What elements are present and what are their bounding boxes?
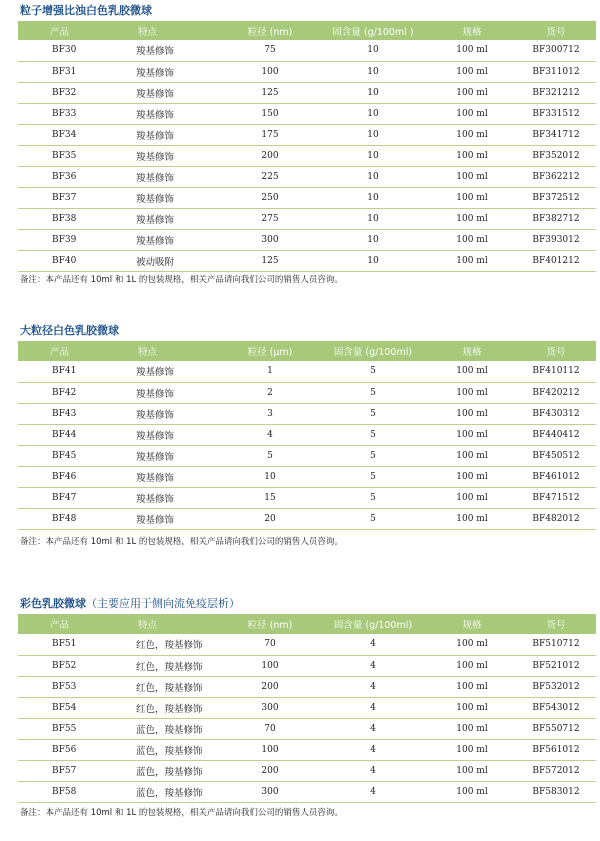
table-cell: 100 ml xyxy=(428,166,516,187)
column-header: 粒径 (nm) xyxy=(247,620,293,631)
table-cell: 10 xyxy=(318,208,428,229)
table-cell: 100 ml xyxy=(428,229,516,250)
table-cell: 蓝色，羧基修饰 xyxy=(114,781,222,802)
section-note: 备注：本产品还有 10ml 和 1L 的包装规格，相关产品请向我们公司的销售人员咨询。 xyxy=(20,275,343,285)
table-cell: BF372512 xyxy=(516,187,596,208)
table-cell: 5 xyxy=(318,361,428,382)
table-cell: 10 xyxy=(318,229,428,250)
table-row xyxy=(18,61,596,82)
table-cell: 羧基修饰 xyxy=(114,445,222,466)
table-cell: BF57 xyxy=(18,760,114,781)
table-cell: 羧基修饰 xyxy=(114,61,222,82)
column-header: 特点 xyxy=(138,620,158,631)
table-cell: 4 xyxy=(318,718,428,739)
table-cell: BF583012 xyxy=(516,781,596,802)
table-cell: 10 xyxy=(318,103,428,124)
table-cell: BF461012 xyxy=(516,466,596,487)
table-cell: 275 xyxy=(222,208,318,229)
table-cell: 100 ml xyxy=(428,466,516,487)
table-cell: 1 xyxy=(222,361,318,382)
table-cell: 10 xyxy=(318,124,428,145)
table-cell: 4 xyxy=(318,676,428,697)
table-cell: BF382712 xyxy=(516,208,596,229)
table-row xyxy=(18,124,596,145)
table-cell: 蓝色，羧基修饰 xyxy=(114,739,222,760)
table-cell: 100 ml xyxy=(428,187,516,208)
table-cell: 羧基修饰 xyxy=(114,382,222,403)
table-cell: 100 ml xyxy=(428,382,516,403)
table-header-row xyxy=(18,614,596,634)
table-cell: 4 xyxy=(318,760,428,781)
table-cell: 红色，羧基修饰 xyxy=(114,697,222,718)
table-cell: 300 xyxy=(222,697,318,718)
table-cell: BF45 xyxy=(18,445,114,466)
column-header: 产品 xyxy=(50,347,70,358)
table-cell: 100 xyxy=(222,739,318,760)
table-cell: BF352012 xyxy=(516,145,596,166)
table-cell: 100 ml xyxy=(428,739,516,760)
table-cell: 75 xyxy=(222,40,318,61)
table-cell: BF410112 xyxy=(516,361,596,382)
table-row xyxy=(18,250,596,271)
table-cell: 羧基修饰 xyxy=(114,403,222,424)
table-cell: 100 ml xyxy=(428,103,516,124)
table-cell: 4 xyxy=(318,739,428,760)
table-cell: 100 ml xyxy=(428,676,516,697)
table-cell: BF550712 xyxy=(516,718,596,739)
table-cell: 4 xyxy=(318,781,428,802)
table-cell: 4 xyxy=(318,634,428,655)
table-row xyxy=(18,739,596,760)
table-row xyxy=(18,634,596,655)
table-cell: 羧基修饰 xyxy=(114,166,222,187)
table-cell: 250 xyxy=(222,187,318,208)
table-cell: 5 xyxy=(318,466,428,487)
table-cell: 100 ml xyxy=(428,361,516,382)
table-cell: BF543012 xyxy=(516,697,596,718)
table-cell: 2 xyxy=(222,382,318,403)
table-cell: BF532012 xyxy=(516,676,596,697)
table-cell: 红色，羧基修饰 xyxy=(114,634,222,655)
table-cell: 10 xyxy=(318,40,428,61)
column-header: 特点 xyxy=(138,26,158,38)
column-header: 货号 xyxy=(546,26,566,38)
table-cell: BF52 xyxy=(18,655,114,676)
table-cell: BF56 xyxy=(18,739,114,760)
table-cell: BF46 xyxy=(18,466,114,487)
table-cell: 100 ml xyxy=(428,445,516,466)
table-row xyxy=(18,718,596,739)
table-cell: BF300712 xyxy=(516,40,596,61)
table-cell: 200 xyxy=(222,760,318,781)
table-cell: BF561012 xyxy=(516,739,596,760)
table-cell: 300 xyxy=(222,781,318,802)
product-table xyxy=(18,21,596,272)
table-cell: 羧基修饰 xyxy=(114,145,222,166)
table-row xyxy=(18,103,596,124)
table-cell: 100 ml xyxy=(428,61,516,82)
table-row xyxy=(18,229,596,250)
column-header: 固含量 (g/100ml) xyxy=(333,620,413,631)
table-cell: 100 ml xyxy=(428,718,516,739)
table-cell: BF311012 xyxy=(516,61,596,82)
table-cell: BF401212 xyxy=(516,250,596,271)
table-cell: BF430312 xyxy=(516,403,596,424)
table-cell: 70 xyxy=(222,634,318,655)
table-cell: 100 ml xyxy=(428,424,516,445)
section-title xyxy=(20,596,240,612)
table-cell: 羧基修饰 xyxy=(114,208,222,229)
table-cell: 羧基修饰 xyxy=(114,229,222,250)
table-cell: BF44 xyxy=(18,424,114,445)
table-cell: 150 xyxy=(222,103,318,124)
table-cell: BF48 xyxy=(18,508,114,529)
table-row xyxy=(18,424,596,445)
table-cell: BF510712 xyxy=(516,634,596,655)
table-cell: BF341712 xyxy=(516,124,596,145)
table-cell: BF43 xyxy=(18,403,114,424)
table-cell: BF41 xyxy=(18,361,114,382)
section-title-text: 大粒径白色乳胶微球 xyxy=(20,324,119,337)
table-cell: 红色，羧基修饰 xyxy=(114,655,222,676)
table-cell: 5 xyxy=(318,445,428,466)
table-cell: 200 xyxy=(222,145,318,166)
table-cell: 300 xyxy=(222,229,318,250)
table-row xyxy=(18,403,596,424)
table-cell: 100 ml xyxy=(428,208,516,229)
table-cell: BF450512 xyxy=(516,445,596,466)
product-table xyxy=(18,614,596,803)
table-cell: 5 xyxy=(318,508,428,529)
table-cell: 10 xyxy=(318,82,428,103)
table-cell: 被动吸附 xyxy=(114,250,222,271)
table-cell: 200 xyxy=(222,676,318,697)
table-cell: 100 ml xyxy=(428,655,516,676)
table-cell: BF321212 xyxy=(516,82,596,103)
table-cell: 100 ml xyxy=(428,487,516,508)
table-cell: 125 xyxy=(222,250,318,271)
table-row xyxy=(18,487,596,508)
table-cell: BF53 xyxy=(18,676,114,697)
table-row xyxy=(18,466,596,487)
table-header-row xyxy=(18,341,596,361)
table-cell: 70 xyxy=(222,718,318,739)
table-cell: BF42 xyxy=(18,382,114,403)
table-cell: 225 xyxy=(222,166,318,187)
table-cell: BF37 xyxy=(18,187,114,208)
table-cell: 羧基修饰 xyxy=(114,40,222,61)
table-cell: 5 xyxy=(318,424,428,445)
table-row xyxy=(18,145,596,166)
table-cell: 10 xyxy=(318,61,428,82)
table-cell: 100 ml xyxy=(428,634,516,655)
table-cell: BF31 xyxy=(18,61,114,82)
table-cell: 175 xyxy=(222,124,318,145)
table-row xyxy=(18,760,596,781)
table-cell: BF482012 xyxy=(516,508,596,529)
table-cell: BF35 xyxy=(18,145,114,166)
table-row xyxy=(18,676,596,697)
table-row xyxy=(18,382,596,403)
table-cell: BF40 xyxy=(18,250,114,271)
table-row xyxy=(18,655,596,676)
table-cell: 蓝色，羧基修饰 xyxy=(114,718,222,739)
section-subtitle: （主要应用于侧向流免疫层析） xyxy=(86,597,240,610)
table-cell: 4 xyxy=(222,424,318,445)
column-header: 粒径 (nm) xyxy=(247,26,293,38)
table-cell: 10 xyxy=(318,250,428,271)
table-cell: 羧基修饰 xyxy=(114,424,222,445)
table-cell: BF440412 xyxy=(516,424,596,445)
table-cell: 羧基修饰 xyxy=(114,508,222,529)
table-cell: 100 ml xyxy=(428,40,516,61)
column-header: 规格 xyxy=(462,26,482,38)
table-cell: 10 xyxy=(318,187,428,208)
section-title-text: 彩色乳胶微球 xyxy=(20,597,86,610)
table-cell: 100 ml xyxy=(428,781,516,802)
table-cell: 20 xyxy=(222,508,318,529)
table-cell: 5 xyxy=(222,445,318,466)
table-cell: 羧基修饰 xyxy=(114,466,222,487)
table-cell: 100 ml xyxy=(428,403,516,424)
table-cell: 100 ml xyxy=(428,145,516,166)
table-cell: 羧基修饰 xyxy=(114,82,222,103)
table-cell: 蓝色，羧基修饰 xyxy=(114,760,222,781)
column-header: 规格 xyxy=(462,620,482,631)
table-cell: BF47 xyxy=(18,487,114,508)
section-note: 备注：本产品还有 10ml 和 1L 的包装规格，相关产品请向我们公司的销售人员咨询。 xyxy=(20,537,343,547)
table-cell: 100 ml xyxy=(428,124,516,145)
table-cell: BF58 xyxy=(18,781,114,802)
table-row xyxy=(18,40,596,61)
table-row xyxy=(18,166,596,187)
table-cell: BF471512 xyxy=(516,487,596,508)
section-title-text: 粒子增强比浊白色乳胶微球 xyxy=(20,4,152,17)
table-cell: BF393012 xyxy=(516,229,596,250)
table-cell: 4 xyxy=(318,697,428,718)
column-header: 规格 xyxy=(462,347,482,358)
section-title xyxy=(20,3,152,19)
table-cell: BF32 xyxy=(18,82,114,103)
column-header: 固含量 (g/100ml) xyxy=(333,347,413,358)
section-title xyxy=(20,323,119,339)
table-row xyxy=(18,208,596,229)
table-cell: 红色，羧基修饰 xyxy=(114,676,222,697)
table-row xyxy=(18,445,596,466)
product-table xyxy=(18,341,596,530)
column-header: 特点 xyxy=(138,347,158,358)
table-cell: 100 ml xyxy=(428,82,516,103)
table-cell: BF33 xyxy=(18,103,114,124)
column-header: 产品 xyxy=(50,26,70,38)
table-cell: 10 xyxy=(318,166,428,187)
table-cell: 100 ml xyxy=(428,250,516,271)
table-cell: BF521012 xyxy=(516,655,596,676)
table-row xyxy=(18,361,596,382)
table-cell: 100 ml xyxy=(428,697,516,718)
table-cell: 羧基修饰 xyxy=(114,487,222,508)
table-cell: 5 xyxy=(318,382,428,403)
column-header: 粒径 (μm) xyxy=(247,347,293,358)
table-cell: BF34 xyxy=(18,124,114,145)
table-cell: 5 xyxy=(318,487,428,508)
table-cell: BF420212 xyxy=(516,382,596,403)
table-cell: 10 xyxy=(222,466,318,487)
table-cell: BF38 xyxy=(18,208,114,229)
table-cell: 100 xyxy=(222,655,318,676)
table-cell: BF331512 xyxy=(516,103,596,124)
table-cell: 羧基修饰 xyxy=(114,124,222,145)
table-cell: BF362212 xyxy=(516,166,596,187)
table-cell: 羧基修饰 xyxy=(114,187,222,208)
table-cell: BF572012 xyxy=(516,760,596,781)
column-header: 固含量 (g/100ml ) xyxy=(332,26,414,38)
table-cell: 10 xyxy=(318,145,428,166)
column-header: 产品 xyxy=(50,620,70,631)
section-note: 备注：本产品还有 10ml 和 1L 的包装规格，相关产品请向我们公司的销售人员咨询。 xyxy=(20,808,343,818)
column-header: 货号 xyxy=(546,347,566,358)
table-cell: BF39 xyxy=(18,229,114,250)
table-cell: 15 xyxy=(222,487,318,508)
table-cell: BF51 xyxy=(18,634,114,655)
table-cell: 羧基修饰 xyxy=(114,361,222,382)
table-row xyxy=(18,187,596,208)
table-row xyxy=(18,82,596,103)
table-cell: 125 xyxy=(222,82,318,103)
table-cell: 3 xyxy=(222,403,318,424)
table-cell: 100 xyxy=(222,61,318,82)
table-row xyxy=(18,781,596,802)
table-header-row xyxy=(18,21,596,40)
table-row xyxy=(18,508,596,529)
table-row xyxy=(18,697,596,718)
table-cell: 100 ml xyxy=(428,760,516,781)
column-header: 货号 xyxy=(546,620,566,631)
table-cell: 4 xyxy=(318,655,428,676)
table-cell: 5 xyxy=(318,403,428,424)
table-cell: BF55 xyxy=(18,718,114,739)
table-cell: 羧基修饰 xyxy=(114,103,222,124)
table-cell: BF54 xyxy=(18,697,114,718)
table-cell: 100 ml xyxy=(428,508,516,529)
table-cell: BF36 xyxy=(18,166,114,187)
table-cell: BF30 xyxy=(18,40,114,61)
